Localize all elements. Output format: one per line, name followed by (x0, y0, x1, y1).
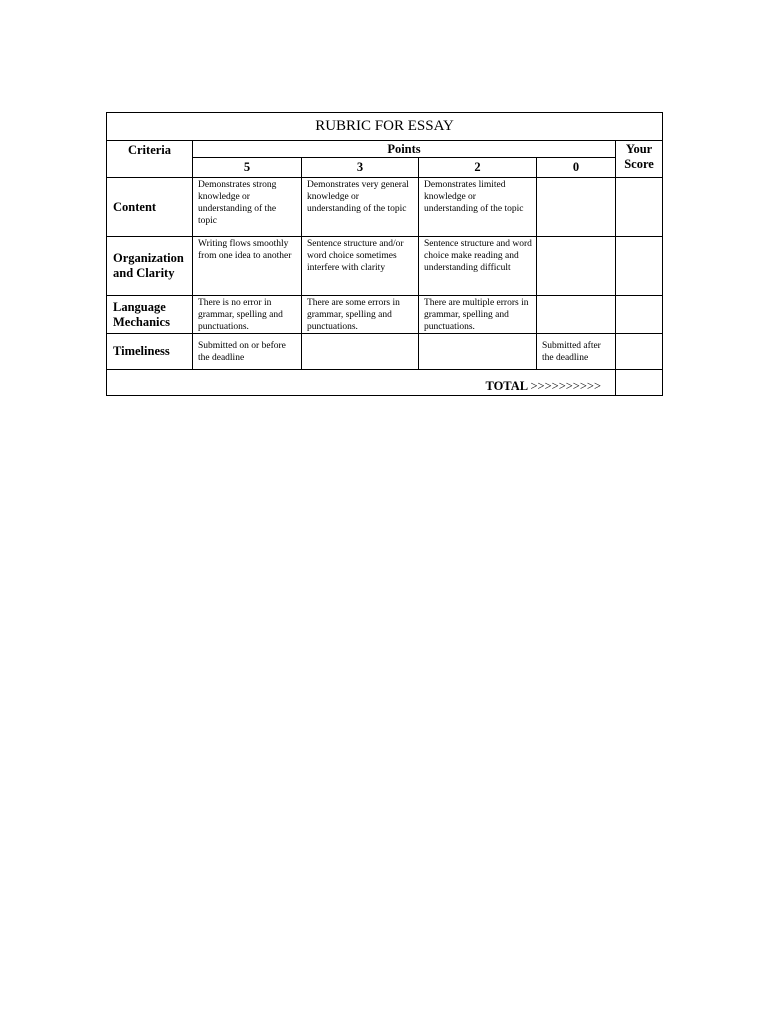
content-score-cell[interactable] (616, 178, 663, 237)
point-value-0: 0 (537, 158, 616, 178)
criteria-label-content (107, 178, 193, 237)
points-header: Points (193, 141, 616, 158)
criteria-label-line1: Language (113, 299, 166, 314)
rubric-table (106, 112, 663, 396)
organization-desc-2: Sentence structure and word choice make reading and understanding difficult (419, 237, 537, 296)
total-label: TOTAL (485, 379, 528, 393)
row-language (107, 296, 663, 334)
point-value-5: 5 (193, 158, 302, 178)
total-score-cell[interactable] (616, 370, 663, 396)
content-desc-3: Demonstrates very general knowledge or understanding of the topic (302, 178, 419, 237)
language-desc-0 (537, 296, 616, 334)
language-desc-3: There are some errors in grammar, spelling and punctuations. (302, 296, 419, 334)
criteria-header: Criteria (107, 141, 193, 178)
rubric-title: RUBRIC FOR ESSAY (107, 113, 663, 141)
criteria-label-line2: Mechanics (113, 314, 170, 329)
your-score-line1: Your (625, 142, 653, 156)
timeliness-score-cell[interactable] (616, 334, 663, 370)
language-desc-2: There are multiple errors in grammar, spelling and punctuations. (419, 296, 537, 334)
total-label-cell (107, 370, 616, 396)
organization-desc-3: Sentence structure and/or word choice sometimes interfere with clarity (302, 237, 419, 296)
criteria-label-line2: and Clarity (113, 266, 175, 280)
header-row (107, 141, 663, 158)
criteria-label-language (107, 296, 193, 334)
language-score-cell[interactable] (616, 296, 663, 334)
point-value-2: 2 (419, 158, 537, 178)
total-arrows: >>>>>>>>>> (530, 379, 601, 393)
organization-score-cell[interactable] (616, 237, 663, 296)
language-desc-5: There is no error in grammar, spelling and punctuations. (193, 296, 302, 334)
criteria-label-organization (107, 237, 193, 296)
total-row (107, 370, 663, 396)
row-timeliness (107, 334, 663, 370)
organization-desc-5: Writing flows smoothly from one idea to another (193, 237, 302, 296)
row-organization (107, 237, 663, 296)
your-score-header (616, 141, 663, 178)
timeliness-desc-0: Submitted after the deadline (537, 334, 616, 370)
row-content (107, 178, 663, 237)
point-value-3: 3 (302, 158, 419, 178)
organization-desc-0 (537, 237, 616, 296)
timeliness-desc-2 (419, 334, 537, 370)
content-desc-2: Demonstrates limited knowledge or understanding of the topic (419, 178, 537, 237)
criteria-label-line1: Content (113, 199, 157, 214)
your-score-line2: Score (624, 157, 654, 171)
criteria-label-line1: Timeliness (113, 344, 170, 358)
timeliness-desc-3 (302, 334, 419, 370)
content-desc-0 (537, 178, 616, 237)
timeliness-desc-5: Submitted on or before the deadline (193, 334, 302, 370)
title-row (107, 113, 663, 141)
criteria-label-line1: Organization (113, 251, 184, 265)
criteria-label-timeliness (107, 334, 193, 370)
content-desc-5: Demonstrates strong knowledge or understanding of the topic (193, 178, 302, 237)
